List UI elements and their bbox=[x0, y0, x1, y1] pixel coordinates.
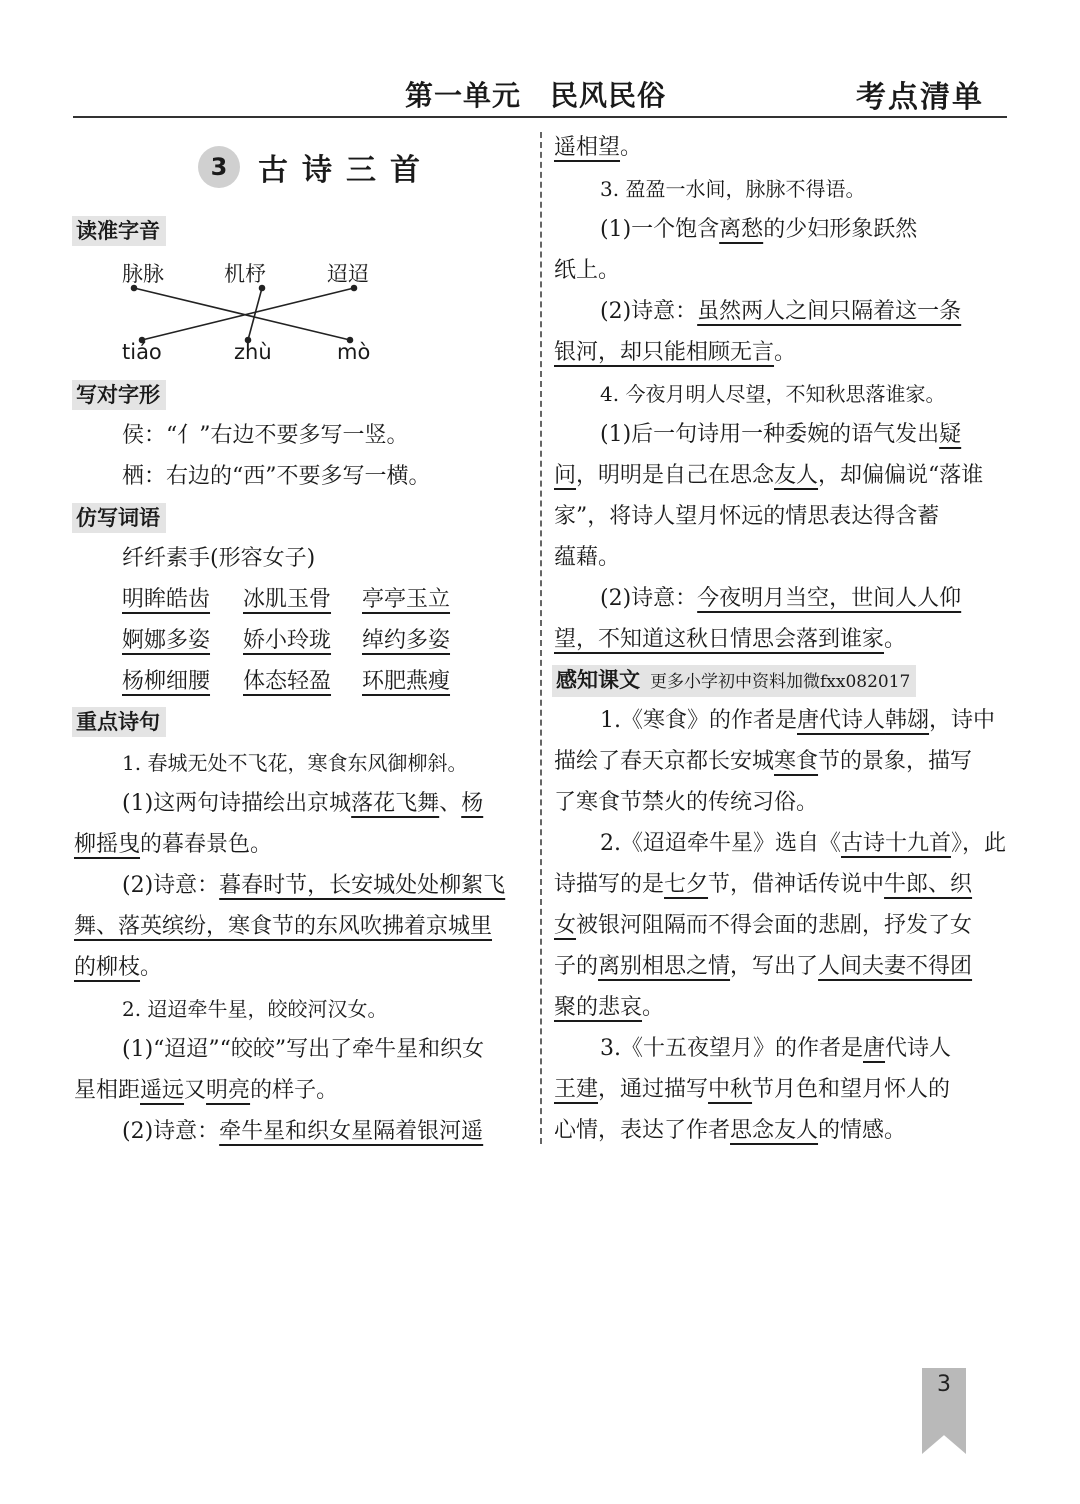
poem-2-analysis-line: 星相距遥远又明亮的样子。 bbox=[74, 1078, 339, 1103]
poem-1-analysis-line: (1)这两句诗描绘出京城落花飞舞、杨 bbox=[122, 791, 484, 816]
text-3-line: 3.《十五夜望月》的作者是唐代诗人 bbox=[600, 1036, 952, 1061]
poem-2-meaning-line: (2)诗意：牵牛星和织女星隔着银河遥 bbox=[122, 1119, 484, 1144]
poem-4-analysis-line: 问，明明是自己在思念友人，却偏偏说“落谁 bbox=[554, 463, 984, 488]
poem-1-meaning-line: 舞、落英缤纷，寒食节的东风吹拂着京城里 bbox=[74, 914, 493, 939]
match-pinyin-3: mò bbox=[337, 340, 371, 364]
glyph-note-1: 侯：“亻”右边不要多写一竖。 bbox=[122, 423, 409, 448]
section-pronunciation-title: 读准字音 bbox=[72, 216, 166, 246]
poem-1-analysis-line: 柳摇曳的暮春景色。 bbox=[74, 832, 273, 857]
poem-3-meaning-line: 银河，却只能相顾无言。 bbox=[554, 340, 797, 365]
poem-line-4: 4. 今夜月明人尽望，不知秋思落谁家。 bbox=[600, 382, 946, 406]
poem-1-meaning-line: (2)诗意：暮春时节，长安城处处柳絮飞 bbox=[122, 873, 506, 898]
poem-3-meaning-line: (2)诗意：虽然两人之间只隔着这一条 bbox=[600, 299, 962, 324]
word-item: 环肥燕瘦 bbox=[362, 669, 451, 694]
section-tag: 考点清单 bbox=[856, 80, 984, 115]
poem-4-analysis-line: 家”，将诗人望月怀远的情思表达得含蓄 bbox=[554, 504, 940, 529]
lesson-title: 古诗三首 bbox=[258, 153, 434, 188]
text-2-line: 子的离别相思之情，写出了人间夫妻不得团 bbox=[554, 954, 973, 979]
match-word-2: 机杼 bbox=[224, 262, 266, 286]
section-poems-title: 重点诗句 bbox=[72, 707, 166, 737]
text-1-line: 1.《寒食》的作者是唐代诗人韩翃，诗中 bbox=[600, 708, 996, 733]
unit-title: 第一单元 民风民俗 bbox=[405, 79, 667, 112]
word-item: 婀娜多姿 bbox=[122, 628, 211, 653]
watermark-note: 更多小学初中资料加微fxx082017 bbox=[650, 672, 911, 692]
text-2-line: 女被银河阻隔而不得会面的悲剧，抒发了女 bbox=[554, 913, 973, 938]
section-glyph-title: 写对字形 bbox=[72, 380, 166, 410]
text-1-line: 描绘了春天京都长安城寒食节的景象，描写 bbox=[554, 749, 973, 774]
matching-lines bbox=[0, 0, 1080, 400]
match-pinyin-2: zhù bbox=[234, 340, 272, 364]
section-text-title: 感知课文 更多小学初中资料加微fxx082017 bbox=[552, 665, 916, 697]
text-2-line: 聚的悲哀。 bbox=[554, 995, 665, 1020]
text-2-line: 2.《迢迢牵牛星》选自《古诗十九首》，此 bbox=[600, 831, 1007, 856]
text-1-line: 了寒食节禁火的传统习俗。 bbox=[554, 790, 819, 815]
text-3-line: 王建，通过描写中秋节月色和望月怀人的 bbox=[554, 1077, 951, 1102]
poem-line-3: 3. 盈盈一水间，脉脉不得语。 bbox=[600, 177, 866, 201]
poem-4-meaning-line: 望，不知道这秋日情思会落到谁家。 bbox=[554, 627, 907, 652]
text-3-line: 心情，表达了作者思念友人的情感。 bbox=[554, 1118, 907, 1143]
poem-4-analysis-line: 蕴藉。 bbox=[554, 545, 621, 570]
match-word-1: 脉脉 bbox=[122, 262, 164, 286]
text-2-line: 诗描写的是七夕节，借神话传说中牛郎、织 bbox=[554, 872, 973, 897]
word-example: 纤纤素手(形容女子) bbox=[122, 546, 316, 571]
word-item: 冰肌玉骨 bbox=[243, 587, 332, 612]
poem-3-analysis-line: (1)一个饱含离愁的少妇形象跃然 bbox=[600, 217, 918, 242]
word-item: 明眸皓齿 bbox=[122, 587, 211, 612]
poem-1-meaning-line: 的柳枝。 bbox=[74, 955, 163, 980]
poem-3-analysis-line: 纸上。 bbox=[554, 258, 621, 283]
page-number: 3 bbox=[937, 1372, 951, 1397]
poem-2-meaning-line: 遥相望。 bbox=[554, 135, 643, 160]
section-words-title: 仿写词语 bbox=[72, 503, 166, 533]
match-word-3: 迢迢 bbox=[327, 262, 369, 286]
match-pinyin-1: tiáo bbox=[122, 340, 162, 364]
word-item: 娇小玲珑 bbox=[243, 628, 332, 653]
word-item: 杨柳细腰 bbox=[122, 669, 211, 694]
word-item: 体态轻盈 bbox=[243, 669, 332, 694]
poem-4-analysis-line: (1)后一句诗用一种委婉的语气发出疑 bbox=[600, 422, 962, 447]
poem-2-analysis-line: (1)“迢迢”“皎皎”写出了牵牛星和织女 bbox=[122, 1037, 485, 1062]
poem-4-meaning-line: (2)诗意：今夜明月当空，世间人人仰 bbox=[600, 586, 962, 611]
poem-line-2: 2. 迢迢牵牛星，皎皎河汉女。 bbox=[122, 997, 388, 1021]
word-item: 绰约多姿 bbox=[362, 628, 451, 653]
word-item: 亭亭玉立 bbox=[362, 587, 451, 612]
glyph-note-2: 栖：右边的“西”不要多写一横。 bbox=[122, 464, 431, 489]
lesson-number-badge: 3 bbox=[198, 146, 240, 188]
poem-line-1: 1. 春城无处不飞花，寒食东风御柳斜。 bbox=[122, 751, 468, 775]
